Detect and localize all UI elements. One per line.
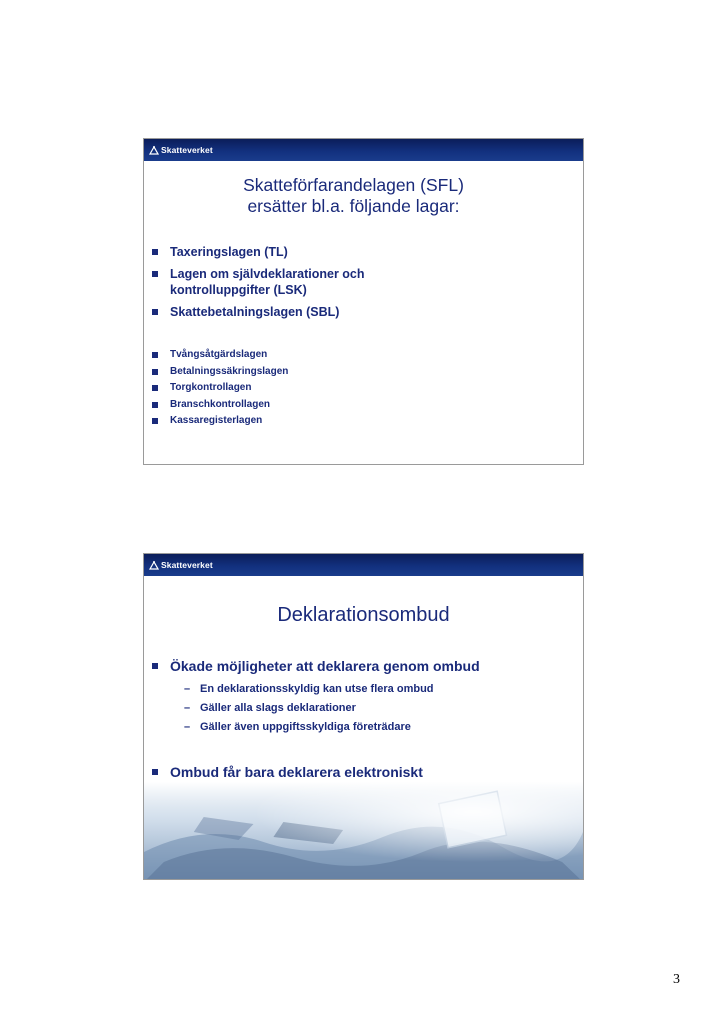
list-item (184, 718, 434, 737)
dash-bullet-icon: – (184, 683, 191, 695)
sub-bullet-list (184, 680, 434, 737)
main-bullet-list (152, 244, 410, 326)
list-item-text: Taxeringslagen (TL) (170, 245, 288, 259)
logo-text: Skatteverket (161, 560, 213, 570)
list-item (152, 413, 288, 430)
square-bullet-icon (152, 663, 158, 669)
small-bullet-list (152, 347, 288, 430)
list-item (152, 380, 288, 397)
square-bullet-icon (152, 418, 158, 424)
list-item-text: Branschkontrollagen (170, 398, 271, 410)
dash-bullet-icon: – (184, 702, 191, 714)
slide-2 (143, 553, 584, 880)
square-bullet-icon (152, 369, 158, 375)
list-item (152, 364, 288, 381)
square-bullet-icon (152, 249, 158, 255)
list-item-text: Gäller även uppgiftsskyldiga företrädare (200, 721, 411, 733)
list-item (152, 266, 410, 298)
slide-1 (143, 138, 584, 465)
list-item-text: En deklarationsskyldig kan utse flera ombud (200, 683, 434, 695)
list-item (152, 397, 288, 414)
list-item (184, 680, 434, 699)
list-item-text: Gäller alla slags deklarationer (200, 702, 356, 714)
list-item-text: Skattebetalningslagen (SBL) (170, 305, 340, 319)
skatteverket-logo (149, 143, 213, 157)
slide-title: Deklarationsombud (277, 604, 450, 626)
list-item (152, 244, 410, 260)
list-item-text: Lagen om självdeklarationer och kontrolluppgifter (LSK) (170, 267, 365, 297)
square-bullet-icon (152, 385, 158, 391)
list-item (152, 657, 480, 675)
slide-header-bar (144, 139, 583, 161)
logo-text: Skatteverket (161, 145, 213, 155)
list-item-text: Betalningssäkringslagen (170, 365, 289, 377)
list-item-text: Kassaregisterlagen (170, 415, 263, 426)
square-bullet-icon (152, 402, 158, 408)
list-item-text: Ökade möjligheter att deklarera genom ombud (170, 658, 480, 674)
slide-header-bar (144, 554, 583, 576)
list-item (152, 763, 423, 781)
title-line-2: ersätter bl.a. följande lagar: (247, 196, 460, 216)
skatteverket-logo (149, 558, 213, 572)
square-bullet-icon (152, 309, 158, 315)
title-line-1: Skatteförfarandelagen (SFL) (243, 175, 464, 195)
list-item-text: Tvångsåtgärdslagen (170, 349, 268, 360)
list-item (184, 699, 434, 718)
slide-title (144, 175, 583, 217)
list-item (152, 304, 410, 320)
main-bullet-list (152, 657, 480, 675)
crown-logo-icon (149, 560, 159, 570)
page-number: 3 (673, 972, 680, 987)
list-item-text: Torgkontrollagen (170, 382, 252, 393)
background-globe-image (144, 782, 583, 880)
main-bullet-list-2 (152, 763, 423, 781)
crown-logo-icon (149, 145, 159, 155)
list-item (152, 347, 288, 364)
square-bullet-icon (152, 352, 158, 358)
square-bullet-icon (152, 271, 158, 277)
list-item-text: Ombud får bara deklarera elektroniskt (170, 764, 423, 780)
dash-bullet-icon: – (184, 721, 191, 733)
square-bullet-icon (152, 769, 158, 775)
